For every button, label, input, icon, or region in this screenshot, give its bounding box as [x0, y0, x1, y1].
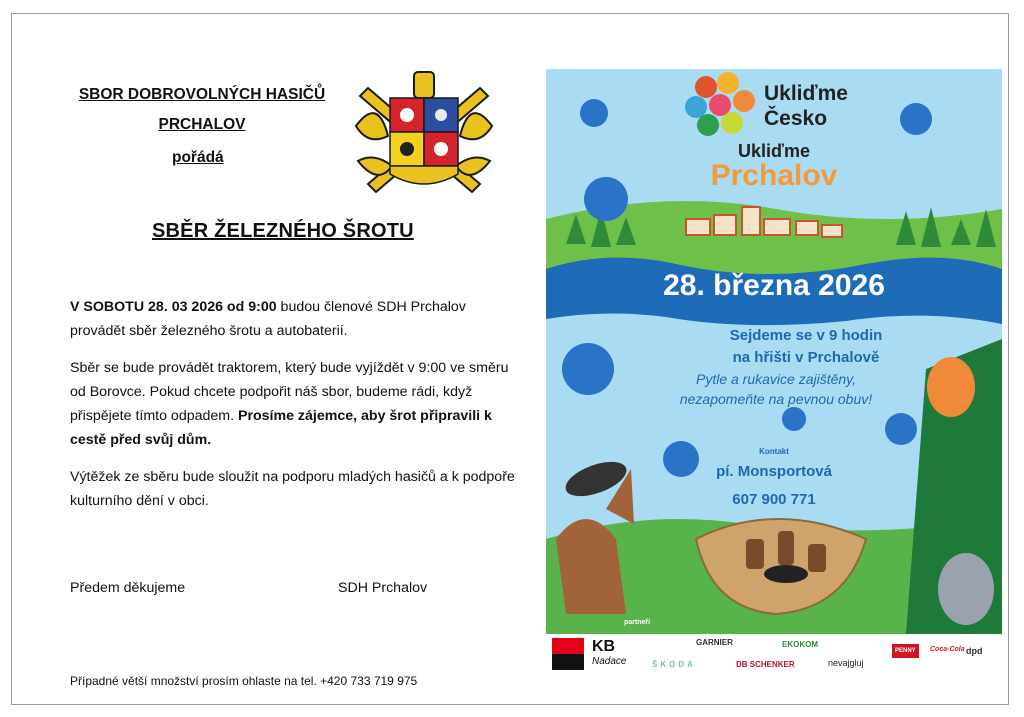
- date-time-text: V SOBOTU 28. 03 2026 od 9:00: [70, 299, 277, 315]
- sponsor-nevajgluj: nevajgluj: [828, 658, 864, 668]
- signature-text: SDH Prchalov: [338, 580, 428, 596]
- paragraph-proceeds: Výtěžek ze sběru bude sloužit na podporu mladých hasičů a k podpoře kulturního dění v obci.: [70, 469, 515, 509]
- contact-label: Kontakt: [759, 447, 789, 456]
- poster-brand: [764, 81, 848, 131]
- kb-logo-icon: [552, 638, 584, 670]
- equipment-info: [656, 369, 896, 409]
- equipment-line2: nezapomeňte na pevnou obuv!: [679, 391, 873, 407]
- sponsor-cocacola: Coca-Cola: [930, 646, 965, 653]
- organizer-heading: [70, 80, 334, 140]
- paragraph-date-rest: budou členové SDH Prchalov provádět sběr železného šrotu a autobaterií.: [70, 299, 466, 339]
- event-name: Prchalov: [710, 159, 838, 192]
- firefighter-emblem-icon: [348, 66, 500, 206]
- partners-label: partneři: [624, 619, 651, 626]
- sponsor-kb: KB: [592, 638, 616, 655]
- sponsor-penny: PENNY: [892, 644, 919, 658]
- event-line1: Ukliďme: [738, 141, 810, 161]
- paragraph-date: [70, 295, 520, 343]
- thanks-text: Předem děkujeme: [70, 580, 186, 596]
- equipment-line1: Pytle a rukavice zajištěny,: [695, 371, 857, 387]
- announcement-body: [70, 295, 520, 526]
- sponsor-kb-sub: Nadace: [592, 656, 627, 667]
- meeting-info: [706, 325, 906, 369]
- meeting-line1: Sejdeme se v 9 hodin: [729, 327, 883, 344]
- sponsor-garnier: GARNIER: [696, 638, 733, 647]
- paragraph-tractor: [70, 356, 520, 452]
- page-title: SBĚR ŽELEZNÉHO ŠROTU: [152, 220, 414, 242]
- sponsor-dpd: dpd: [966, 646, 983, 656]
- brand-line1: Ukliďme: [764, 82, 848, 105]
- org-name-line2: PRCHALOV: [158, 116, 246, 133]
- sponsor-ekokom: EKOKOM: [782, 640, 818, 649]
- org-name-line1: SBOR DOBROVOLNÝCH HASIČŮ: [78, 86, 326, 103]
- contact-note: Případné větší množství prosím ohlaste na tel. +420 733 719 975: [70, 674, 418, 688]
- sponsor-bar: [546, 634, 1002, 674]
- brand-line2: Česko: [764, 107, 828, 130]
- request-text: Prosíme zájemce, aby šrot připravili k cestě před svůj dům.: [70, 408, 492, 448]
- tractor-text: Sběr se bude provádět traktorem, který bude vyjíždět v 9:00 ve směru od Borovce. Pokud chcete podpořit náš sbor, budeme rádi, když přispějete tímto odpadem.: [70, 360, 509, 424]
- sponsor-skoda: ŠKODA: [652, 660, 696, 669]
- event-poster: [546, 69, 1002, 634]
- sponsor-schenker: DB SCHENKER: [736, 660, 795, 669]
- event-date: 28. března 2026: [663, 269, 885, 302]
- contact-phone: 607 900 771: [732, 491, 816, 508]
- organizes-label: pořádá: [172, 149, 224, 166]
- meeting-line2: na hřišti v Prchalově: [732, 349, 880, 366]
- contact-name: pí. Monsportová: [716, 463, 832, 480]
